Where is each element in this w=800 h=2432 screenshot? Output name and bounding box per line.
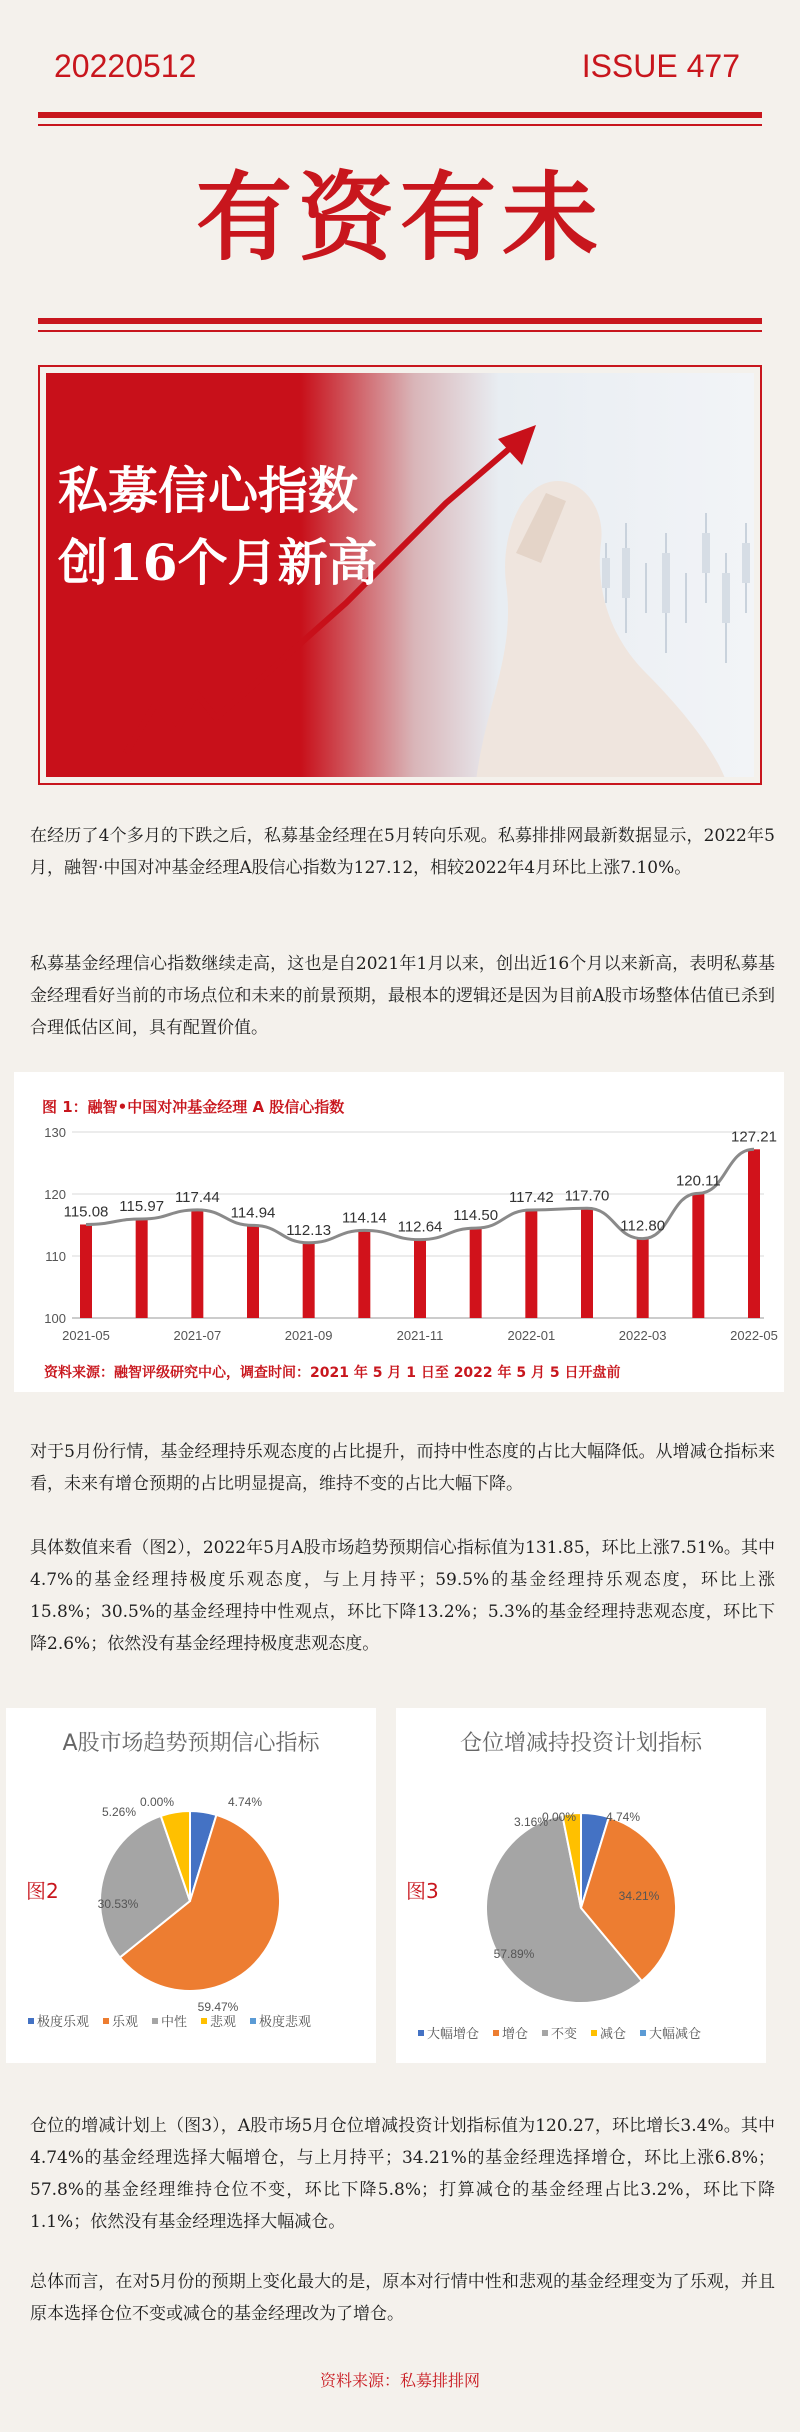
- bar: [303, 1243, 315, 1318]
- legend-swatch: [640, 2030, 646, 2036]
- legend-label: 大幅减仓: [649, 2027, 702, 2042]
- pie-title: A股市场趋势预期信心指标: [62, 1731, 320, 1756]
- legend-swatch: [591, 2030, 597, 2036]
- figure-1-source: 资料来源：融智评级研究中心，调查时间：2021 年 5 月 1 日至 2022 年 5 月 5 日开盘前: [44, 1365, 621, 1381]
- figure-side-label: 图3: [406, 1879, 439, 1903]
- pie-value-label: 3.16%: [513, 1815, 548, 1829]
- x-tick-label: 2021-05: [62, 1328, 110, 1343]
- x-tick-label: 2021-07: [173, 1328, 222, 1343]
- x-tick-label: 2022-03: [618, 1328, 667, 1343]
- legend-swatch: [28, 2018, 34, 2024]
- pie-value-label: 4.74%: [228, 1795, 263, 1809]
- legend-swatch: [418, 2030, 424, 2036]
- data-label: 127.21: [731, 1128, 777, 1146]
- figure-3-card: [396, 1708, 766, 2063]
- legend-swatch: [250, 2018, 256, 2024]
- x-tick-label: 2022-01: [507, 1328, 556, 1343]
- pie-value-label: 0.00%: [139, 1795, 174, 1809]
- paragraph-5: 仓位的增减计划上（图3），A股市场5月仓位增减投资计划指标值为120.27，环比增长3.4%。其中4.74%的基金经理选择大幅增仓，与上月持平；34.21%的基金经理选择增仓，环比上涨6.8%；57.8%的基金经理维持仓位不变，环比下降5.8%；打算减仓的基金经理占比3.2%，环比下降1.1%；依然没有基金经理选择大幅减仓。: [30, 2116, 775, 2232]
- data-label: 112.64: [397, 1218, 443, 1236]
- legend-swatch: [152, 2018, 158, 2024]
- y-tick-label: 100: [44, 1311, 66, 1326]
- legend-label: 大幅增仓: [427, 2027, 480, 2042]
- data-label: 117.70: [564, 1187, 610, 1205]
- y-tick-label: 120: [44, 1187, 66, 1202]
- hand-shape: [476, 481, 726, 777]
- paragraph-6: 总体而言，在对5月份的预期上变化最大的是，原本对行情中性和悲观的基金经理变为了乐观，并且原本选择仓位不变或减仓的基金经理改为了增仓。: [30, 2272, 775, 2324]
- pie-value-label: 0.00%: [541, 1810, 576, 1824]
- bar: [80, 1225, 92, 1318]
- paragraph-3: 对于5月份行情，基金经理持乐观态度的占比提升，而持中性态度的占比大幅降低。从增减仓指标来看，未来有增仓预期的占比明显提高，维持不变的占比大幅下降。: [30, 1442, 775, 1494]
- bar: [637, 1239, 649, 1318]
- hero-banner: [38, 365, 762, 785]
- pie-value-label: 4.74%: [606, 1810, 641, 1824]
- paragraph-4: 具体数值来看（图2），2022年5月A股市场趋势预期信心指标值为131.85，环比上涨7.51%。其中4.7%的基金经理持极度乐观态度，与上月持平；59.5%的基金经理持乐观态度，环比上涨15.8%；30.5%的基金经理持中性观点，环比下降13.2%；5.3%的基金经理持悲观态度，环比下降2.6%；依然没有基金经理持极度悲观态度。: [30, 1538, 775, 1654]
- legend-label: 增仓: [502, 2027, 529, 2042]
- data-label: 112.80: [620, 1217, 666, 1235]
- bottom-rule-thick: [38, 318, 762, 324]
- legend-label: 极度悲观: [259, 2015, 312, 2030]
- data-label: 117.42: [508, 1188, 554, 1206]
- pie-value-label: 5.26%: [101, 1805, 136, 1819]
- data-label: 115.08: [63, 1203, 109, 1221]
- x-tick-label: 2021-11: [396, 1328, 444, 1343]
- figure-1-title: 图 1：融智•中国对冲基金经理 A 股信心指数: [42, 1098, 345, 1116]
- x-tick-label: 2021-09: [284, 1328, 333, 1343]
- legend-label: 极度乐观: [37, 2015, 90, 2030]
- paragraph-2: 私募基金经理信心指数继续走高，这也是自2021年1月以来，创出近16个月以来新高，表明私募基金经理看好当前的市场点位和未来的前景预期，最根本的逻辑还是因为目前A股市场整体估值已杀到合理低估区间，具有配置价值。: [30, 954, 775, 1038]
- bar: [191, 1210, 203, 1318]
- bar: [692, 1193, 704, 1318]
- issue-number: ISSUE 477: [581, 48, 740, 84]
- top-rule-thin: [38, 124, 762, 126]
- position-plan-pie: [396, 1708, 766, 2063]
- pie-value-label: 34.21%: [618, 1889, 660, 1903]
- pie-title: 仓位增减持投资计划指标: [459, 1731, 703, 1756]
- paragraph-1: 在经历了4个多月的下跌之后，私募基金经理在5月转向乐观。私募排排网最新数据显示，2022年5月，融智·中国对冲基金经理A股信心指数为127.12，相较2022年4月环比上涨7.10%。: [30, 826, 775, 878]
- trend-arrow-head: [498, 425, 536, 465]
- bar: [470, 1228, 482, 1318]
- bar: [247, 1225, 259, 1318]
- figure-side-label: 图2: [26, 1879, 59, 1903]
- legend-label: 减仓: [600, 2027, 627, 2042]
- top-rule-thick: [38, 112, 762, 118]
- bar: [136, 1219, 148, 1318]
- bar: [748, 1149, 760, 1318]
- pie-value-label: 30.53%: [97, 1897, 139, 1911]
- hero-title-line2: 创16个月新高: [58, 533, 378, 592]
- legend-label: 中性: [161, 2015, 188, 2030]
- bar: [414, 1240, 426, 1318]
- masthead-title: 有资有未: [196, 161, 604, 274]
- confidence-index-chart: [14, 1122, 784, 1354]
- bar: [525, 1210, 537, 1318]
- legend-label: 悲观: [210, 2015, 237, 2030]
- legend-swatch: [201, 2018, 207, 2024]
- data-label: 114.50: [453, 1207, 499, 1225]
- data-label: 114.14: [341, 1209, 387, 1227]
- figure-2-card: [6, 1708, 376, 2063]
- bar: [581, 1208, 593, 1318]
- data-label: 120.11: [675, 1172, 721, 1190]
- legend-label: 不变: [551, 2027, 578, 2042]
- trend-confidence-pie: [6, 1708, 376, 2063]
- y-tick-label: 130: [44, 1125, 66, 1140]
- x-tick-label: 2022-05: [730, 1328, 778, 1343]
- legend-label: 乐观: [112, 2015, 139, 2030]
- bottom-rule-thin: [38, 330, 762, 332]
- data-label: 112.13: [286, 1221, 332, 1239]
- bar: [358, 1230, 370, 1318]
- legend-swatch: [542, 2030, 548, 2036]
- issue-date: 20220512: [54, 48, 197, 84]
- pie-value-label: 57.89%: [493, 1947, 535, 1961]
- legend-swatch: [103, 2018, 109, 2024]
- data-label: 117.44: [174, 1188, 220, 1206]
- candlestick-bodies: [602, 533, 750, 623]
- legend-swatch: [493, 2030, 499, 2036]
- hero-background: [46, 373, 754, 777]
- hero-title-line1: 私募信心指数: [58, 461, 358, 520]
- figure-1-card: [14, 1072, 784, 1392]
- pie-value-label: 59.47%: [197, 2000, 239, 2014]
- footer-source: 资料来源：私募排排网: [319, 2371, 480, 2390]
- y-tick-label: 110: [45, 1249, 66, 1264]
- data-label: 114.94: [230, 1204, 276, 1222]
- data-label: 115.97: [119, 1197, 165, 1215]
